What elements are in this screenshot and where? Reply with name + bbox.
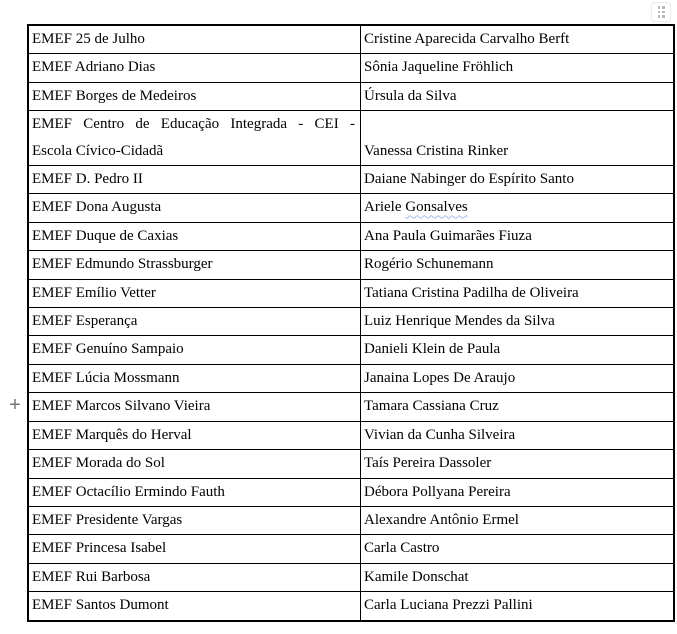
person-cell[interactable]: Taís Pereira Dassoler [361, 450, 675, 478]
insert-row-button[interactable]: + [9, 394, 21, 416]
table-drag-handle[interactable] [651, 2, 671, 22]
person-cell[interactable]: Débora Pollyana Pereira [361, 478, 675, 506]
school-cell[interactable]: EMEF Morada do Sol [28, 450, 361, 478]
person-cell[interactable]: Rogério Schunemann [361, 251, 675, 279]
school-name-line1: EMEF Centro de Educação Integrada - CEI - [32, 116, 355, 133]
school-cell[interactable]: EMEF Rui Barbosa [28, 563, 361, 591]
table-row [28, 506, 674, 534]
school-cell[interactable]: EMEF Santos Dumont [28, 592, 361, 621]
school-cell[interactable] [28, 111, 361, 166]
school-cell[interactable]: EMEF Presidente Vargas [28, 506, 361, 534]
table-row [28, 336, 674, 364]
school-cell[interactable]: EMEF Octacílio Ermindo Fauth [28, 478, 361, 506]
person-cell[interactable]: Luiz Henrique Mendes da Silva [361, 308, 675, 336]
school-cell[interactable]: EMEF Lúcia Mossmann [28, 364, 361, 392]
person-name-misspelled: Gonsalves [405, 199, 468, 216]
person-cell[interactable]: Danieli Klein de Paula [361, 336, 675, 364]
person-cell[interactable]: Tatiana Cristina Padilha de Oliveira [361, 279, 675, 307]
person-cell[interactable]: Daiane Nabinger do Espírito Santo [361, 166, 675, 194]
school-cell[interactable]: EMEF Duque de Caxias [28, 222, 361, 250]
person-cell[interactable]: Janaina Lopes De Araujo [361, 364, 675, 392]
school-cell[interactable]: EMEF Emílio Vetter [28, 279, 361, 307]
table-row [28, 535, 674, 563]
person-cell[interactable]: Kamile Donschat [361, 563, 675, 591]
person-cell[interactable]: Úrsula da Silva [361, 82, 675, 110]
person-cell[interactable]: Vanessa Cristina Rinker [361, 111, 675, 166]
table-row [28, 421, 674, 449]
person-cell[interactable]: Carla Luciana Prezzi Pallini [361, 592, 675, 621]
person-cell[interactable]: Sônia Jaqueline Fröhlich [361, 54, 675, 82]
school-cell[interactable]: EMEF Borges de Medeiros [28, 82, 361, 110]
school-cell[interactable]: EMEF Marquês do Herval [28, 421, 361, 449]
person-cell[interactable] [361, 194, 675, 222]
school-cell[interactable]: EMEF Princesa Isabel [28, 535, 361, 563]
table-row [28, 54, 674, 82]
table-row [28, 592, 674, 621]
table-row [28, 279, 674, 307]
table-row [28, 251, 674, 279]
table-row [28, 393, 674, 421]
table-row [28, 194, 674, 222]
school-name-line2: Escola Cívico-Cidadã [32, 142, 164, 159]
school-coordinators-table [27, 24, 675, 622]
school-cell[interactable]: EMEF Marcos Silvano Vieira [28, 393, 361, 421]
table-row [28, 450, 674, 478]
person-cell[interactable]: Tamara Cassiana Cruz [361, 393, 675, 421]
school-cell[interactable]: EMEF 25 de Julho [28, 25, 361, 54]
person-cell[interactable]: Ana Paula Guimarães Fiuza [361, 222, 675, 250]
school-cell[interactable]: EMEF Esperança [28, 308, 361, 336]
table-row [28, 222, 674, 250]
table-row [28, 478, 674, 506]
table-row [28, 82, 674, 110]
table-row [28, 25, 674, 54]
school-cell[interactable]: EMEF Adriano Dias [28, 54, 361, 82]
person-cell[interactable]: Cristine Aparecida Carvalho Berft [361, 25, 675, 54]
person-cell[interactable]: Alexandre Antônio Ermel [361, 506, 675, 534]
school-cell[interactable]: EMEF Edmundo Strassburger [28, 251, 361, 279]
person-cell[interactable]: Carla Castro [361, 535, 675, 563]
person-cell[interactable]: Vivian da Cunha Silveira [361, 421, 675, 449]
table-row [28, 364, 674, 392]
six-dot-grid-icon [658, 6, 665, 18]
school-cell[interactable]: EMEF D. Pedro II [28, 166, 361, 194]
table-row [28, 111, 674, 166]
table-row [28, 308, 674, 336]
school-cell[interactable]: EMEF Genuíno Sampaio [28, 336, 361, 364]
school-cell[interactable]: EMEF Dona Augusta [28, 194, 361, 222]
person-name-prefix: Ariele [364, 199, 406, 216]
table-row [28, 166, 674, 194]
table-row [28, 563, 674, 591]
